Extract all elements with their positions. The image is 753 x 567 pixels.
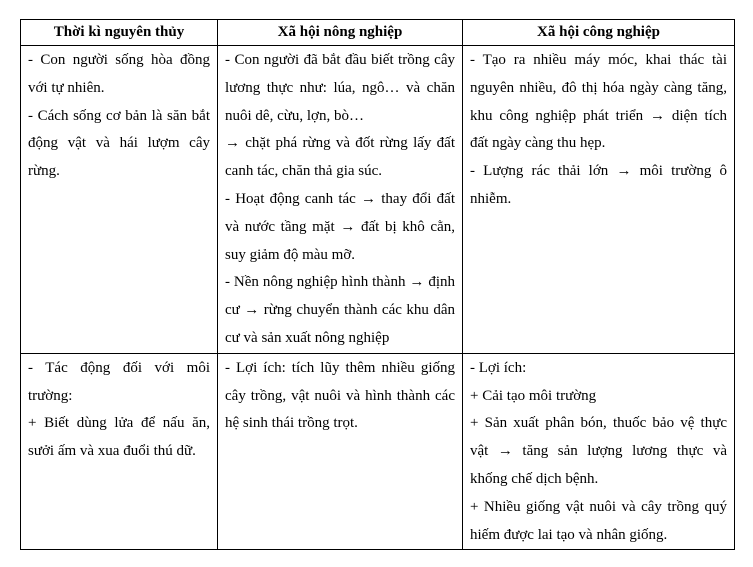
paragraph: - Lợi ích: bbox=[470, 359, 527, 376]
cell-industrial-benefits bbox=[463, 353, 735, 550]
paragraph: - Tác động đối với môi trường: bbox=[28, 359, 210, 404]
table-row-impacts bbox=[21, 46, 735, 354]
paragraph: - Hoạt động canh tác → thay đổi đất và nước tầng mặt → đất bị khô cằn, suy giảm độ màu mỡ. bbox=[225, 190, 455, 263]
header-industrial-society: Xã hội công nghiệp bbox=[463, 20, 735, 46]
comparison-table bbox=[20, 19, 735, 550]
table-row-benefits bbox=[21, 353, 735, 550]
paragraph: → chặt phá rừng và đốt rừng lấy đất canh tác, chăn thả gia súc. bbox=[225, 135, 455, 180]
paragraph: + Biết dùng lửa để nấu ăn, sưởi ấm và xua đuổi thú dữ. bbox=[28, 415, 210, 460]
paragraph: + Cải tạo môi trường bbox=[470, 387, 597, 404]
paragraph: + Nhiều giống vật nuôi và cây trồng quý hiếm được lai tạo và nhân giống. bbox=[470, 498, 727, 543]
cell-primitive-benefits bbox=[21, 353, 218, 550]
cell-primitive-impacts bbox=[21, 46, 218, 354]
header-agricultural-society: Xã hội nông nghiệp bbox=[218, 20, 463, 46]
paragraph: + Sản xuất phân bón, thuốc bảo vệ thực vật → tăng sản lượng lương thực và khống chế dịch bệnh. bbox=[470, 415, 727, 487]
header-row bbox=[21, 20, 735, 46]
paragraph: - Tạo ra nhiều máy móc, khai thác tài nguyên nhiều, đô thị hóa ngày càng tăng, khu công nghiệp phát triển → diện tích đất ngày càng thu hẹp. bbox=[470, 52, 727, 152]
paragraph: - Lượng rác thải lớn → môi trường ô nhiễm. bbox=[470, 163, 727, 207]
cell-agricultural-impacts bbox=[218, 46, 463, 354]
paragraph: - Nền nông nghiệp hình thành → định cư → rừng chuyển thành các khu dân cư và sản xuất nông nghiệp bbox=[225, 274, 455, 346]
paragraph: - Lợi ích: tích lũy thêm nhiều giống cây trồng, vật nuôi và hình thành các hệ sinh thái trồng trọt. bbox=[225, 359, 455, 432]
paragraph: - Con người đã bắt đầu biết trồng cây lương thực như: lúa, ngô… và chăn nuôi dê, cừu, lợn, bò… bbox=[225, 52, 455, 124]
cell-agricultural-benefits bbox=[218, 353, 463, 550]
header-primitive-era: Thời kì nguyên thủy bbox=[21, 20, 218, 46]
paragraph: - Cách sống cơ bản là săn bắt động vật và hái lượm cây rừng. bbox=[28, 107, 210, 180]
paragraph: - Con người sống hòa đồng với tự nhiên. bbox=[28, 52, 210, 96]
cell-industrial-impacts bbox=[463, 46, 735, 354]
